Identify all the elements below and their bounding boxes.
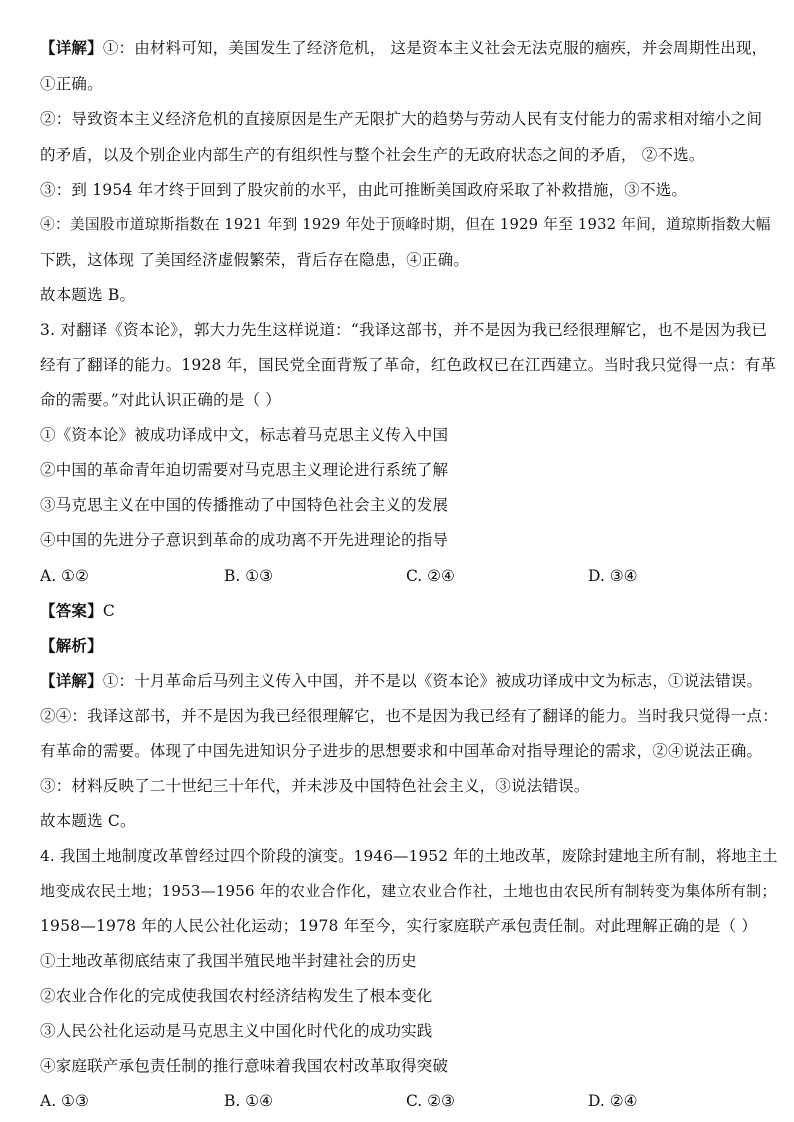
text-line: ④：美国股市道琼斯指数在 1921 年到 1929 年处于顶峰时期，但在 1929 年至 1932 年间，道琼斯指数大幅 (40, 216, 771, 233)
detail-line (40, 671, 780, 691)
question-3-stem: 命的需要。”对此认识正确的是（ ） (40, 391, 282, 409)
option-b: B. ①④ (224, 1092, 274, 1110)
option-b: B. ①③ (224, 567, 274, 585)
conclusion-line: 故本题选 B。 (40, 286, 136, 304)
statement: ③人民公社化运动是马克思主义中国化时代化的成功实践 (40, 1022, 433, 1040)
text-line: ②：导致资本主义经济危机的直接原因是生产无限扩大的趋势与劳动人民有支付能力的需求相对缩小之间 (40, 110, 763, 128)
question-4-stem: 1958—1978 年的人民公社化运动；1978 年至今，实行家庭联产承包责任制。对此理解正确的是（ ） (40, 917, 758, 935)
question-4-stem: 4. 我国土地制度改革曾经过四个阶段的演变。1946—1952 年的土地改革，废除封建地主所有制，将地主土 (40, 847, 778, 865)
option-d: D. ②④ (588, 1092, 638, 1110)
detail-line (40, 38, 780, 58)
conclusion-line: 故本题选 C。 (40, 812, 136, 830)
text-line: ②④：我译这部书，并不是因为我已经很理解它，也不是因为我已经有了翻译的能力。当时我只觉得一点： (40, 707, 778, 725)
option-c: C. ②③ (406, 1092, 455, 1110)
statement: ④家庭联产承包责任制的推行意味着我国农村改革取得突破 (40, 1057, 449, 1075)
answer-line (40, 601, 780, 621)
text-line: 有革命的需要。体现了中国先进知识分子进步的思想要求和中国革命对指导理论的需求，②④说法正确。 (40, 742, 763, 760)
analysis-label: 【解析】 (40, 636, 103, 655)
option-a: A. ①② (40, 567, 89, 585)
detail-tag: 【详解】 (40, 38, 103, 57)
analysis-tag (40, 636, 780, 656)
text-line: ①正确。 (40, 75, 103, 93)
answer-tag: 【答案】 (40, 601, 103, 620)
statement: ①《资本论》被成功译成中文，标志着马克思主义传入中国 (40, 426, 449, 444)
detail-tag: 【详解】 (40, 671, 103, 690)
text-line: 的矛盾，以及个别企业内部生产的有组织性与整个社会生产的无政府状态之间的矛盾， ②不选。 (40, 146, 705, 164)
text-line: ①：十月革命后马列主义传入中国，并不是以《资本论》被成功译成中文为标志，①说法错误。 (102, 672, 763, 690)
text-line: ①：由材料可知，美国发生了经济危机， 这是资本主义社会无法克服的痼疾，并会周期性出现， (102, 39, 768, 57)
option-d: D. ③④ (588, 567, 638, 585)
statement: ②中国的革命青年迫切需要对马克思主义理论进行系统了解 (40, 461, 449, 479)
text-line: 下跌，这体现 了美国经济虚假繁荣，背后存在隐患，④正确。 (40, 251, 470, 269)
statement: ①土地改革彻底结束了我国半殖民地半封建社会的历史 (40, 952, 417, 970)
answer-value: C (102, 602, 115, 620)
text-line: ③：到 1954 年才终于回到了股灾前的水平，由此可推断美国政府采取了补救措施，③不选。 (40, 181, 688, 199)
option-a: A. ①③ (40, 1092, 89, 1110)
question-4-stem: 地变成农民土地；1953—1956 年的农业合作化，建立农业合作社，土地也由农民所有制转变为集体所有制； (40, 882, 777, 900)
question-3-stem: 经有了翻译的能力。1928 年，国民党全面背叛了革命，红色政权已在江西建立。当时我只觉得一点：有革 (40, 356, 777, 374)
text-line: ③：材料反映了二十世纪三十年代，并未涉及中国特色社会主义，③说法错误。 (40, 777, 590, 795)
statement: ④中国的先进分子意识到革命的成功离不开先进理论的指导 (40, 531, 449, 549)
option-c: C. ②④ (406, 567, 455, 585)
statement: ②农业合作化的完成使我国农村经济结构发生了根本变化 (40, 987, 433, 1005)
statement: ③马克思主义在中国的传播推动了中国特色社会主义的发展 (40, 496, 449, 514)
question-3-stem: 3. 对翻译《资本论》，郭大力先生这样说道：“我译这部书，并不是因为我已经很理解它，也不是因为我已 (40, 321, 768, 339)
